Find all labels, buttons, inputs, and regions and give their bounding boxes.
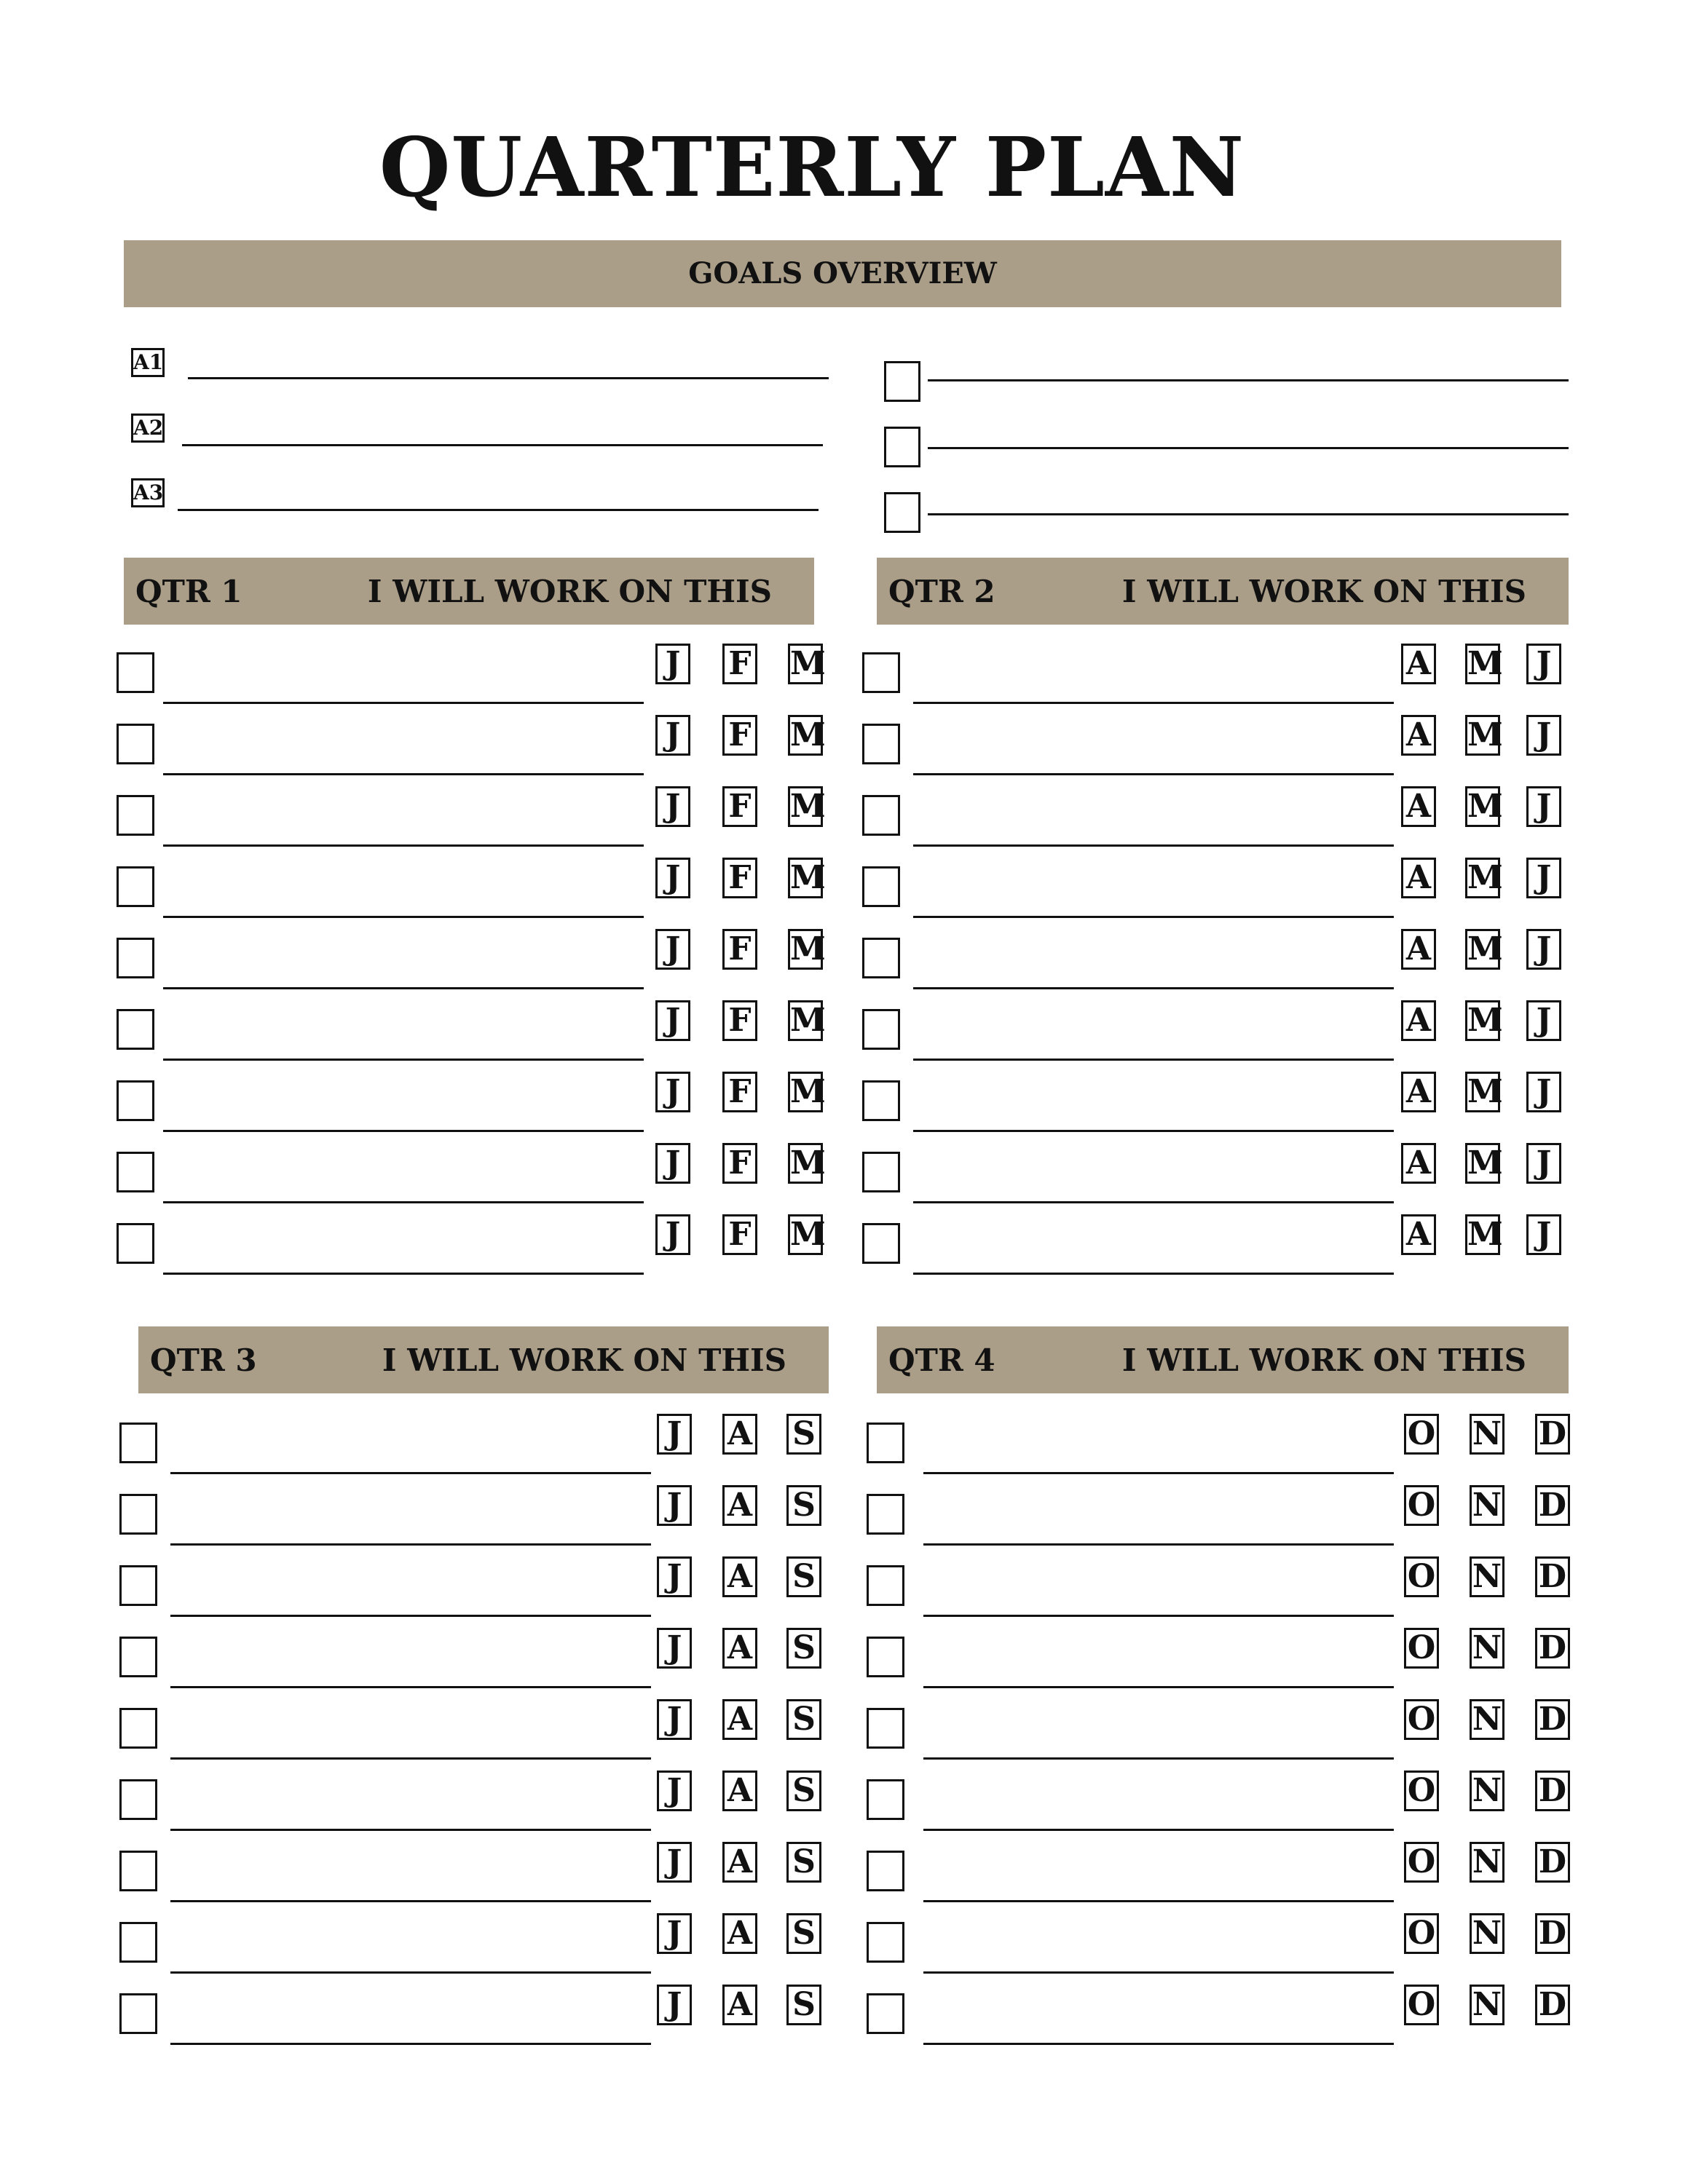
qtr1-month-box[interactable]: F <box>722 1000 757 1041</box>
qtr1-month-box[interactable]: M <box>788 715 823 756</box>
page-title: QUARTERLY PLAN <box>379 120 1245 215</box>
goal-checkbox[interactable] <box>884 492 920 533</box>
qtr2-month-box[interactable]: J <box>1526 1000 1561 1041</box>
qtr3-month-box[interactable]: A <box>722 1913 757 1954</box>
qtr3-header <box>138 1326 829 1393</box>
qtr3-month-box[interactable]: S <box>786 1913 821 1954</box>
goal-write-line[interactable] <box>928 379 1569 381</box>
qtr3-month-box[interactable]: A <box>722 1628 757 1669</box>
qtr1-month-box[interactable]: J <box>655 929 690 970</box>
qtr1-task-line[interactable] <box>163 773 644 775</box>
qtr1-month-box[interactable]: F <box>722 929 757 970</box>
qtr4-task-line[interactable] <box>923 1615 1394 1617</box>
qtr1-month-box[interactable]: M <box>788 1214 823 1255</box>
qtr3-month-box[interactable]: J <box>657 1913 692 1954</box>
qtr3-month-box[interactable]: S <box>786 1985 821 2025</box>
qtr1-month-box[interactable]: J <box>655 858 690 898</box>
qtr3-month-box[interactable]: J <box>657 1556 692 1597</box>
qtr2-month-box[interactable]: J <box>1526 1072 1561 1112</box>
goal-write-line[interactable] <box>928 513 1569 515</box>
qtr3-month-box[interactable]: A <box>722 1699 757 1740</box>
qtr4-task-checkbox[interactable] <box>867 1637 904 1677</box>
qtr3-task-checkbox[interactable] <box>119 1494 157 1535</box>
qtr2-task-line[interactable] <box>913 844 1394 847</box>
qtr3-task-checkbox[interactable] <box>119 1423 157 1463</box>
qtr3-task-checkbox[interactable] <box>119 1565 157 1606</box>
qtr2-month-box[interactable]: J <box>1526 786 1561 827</box>
qtr2-month-box[interactable]: M <box>1465 1000 1500 1041</box>
qtr4-month-box[interactable]: D <box>1535 1699 1570 1740</box>
goals-overview-header <box>124 240 1561 307</box>
goal-row-a2 <box>131 414 830 457</box>
qtr2-month-box[interactable]: J <box>1526 1214 1561 1255</box>
qtr1-month-box[interactable]: F <box>722 1072 757 1112</box>
qtr4-month-box[interactable]: O <box>1404 1913 1439 1954</box>
qtr2-month-box[interactable]: M <box>1465 929 1500 970</box>
qtr2-month-box[interactable]: M <box>1465 715 1500 756</box>
qtr1-month-box[interactable]: F <box>722 715 757 756</box>
qtr4-task-line[interactable] <box>923 1757 1394 1760</box>
qtr4-task-checkbox[interactable] <box>867 1779 904 1820</box>
qtr2-month-box[interactable]: J <box>1526 858 1561 898</box>
qtr1-task-checkbox[interactable] <box>117 866 154 907</box>
qtr3-task-checkbox[interactable] <box>119 1708 157 1749</box>
qtr4-task-line[interactable] <box>923 2043 1394 2045</box>
qtr4-task-line[interactable] <box>923 1472 1394 1474</box>
goal-tag-a2: A2 <box>131 414 165 443</box>
qtr4-header <box>877 1326 1569 1393</box>
goal-row-a3 <box>131 478 830 522</box>
qtr4-task-checkbox[interactable] <box>867 1708 904 1749</box>
qtr1-task-line[interactable] <box>163 702 644 704</box>
qtr3-month-box[interactable]: S <box>786 1414 821 1455</box>
qtr3-task-line[interactable] <box>170 1757 651 1760</box>
qtr2-task-line[interactable] <box>913 916 1394 918</box>
qtr2-month-box[interactable]: M <box>1465 1143 1500 1184</box>
qtr4-month-box[interactable]: N <box>1470 1913 1504 1954</box>
qtr3-month-box[interactable]: A <box>722 1985 757 2025</box>
qtr4-task-checkbox[interactable] <box>867 1423 904 1463</box>
qtr2-task-line[interactable] <box>913 1059 1394 1061</box>
qtr2-month-box[interactable]: A <box>1401 858 1436 898</box>
qtr3-task-line[interactable] <box>170 1615 651 1617</box>
qtr1-month-box[interactable]: F <box>722 786 757 827</box>
qtr3-label: QTR 3 <box>150 1342 257 1378</box>
qtr1-task-checkbox[interactable] <box>117 1009 154 1050</box>
qtr1-label: QTR 1 <box>135 574 242 609</box>
qtr1-month-box[interactable]: J <box>655 1000 690 1041</box>
qtr1-task-line[interactable] <box>163 1273 644 1275</box>
qtr1-month-box[interactable]: M <box>788 1000 823 1041</box>
qtr1-subtitle: I WILL WORK ON THIS <box>367 574 772 609</box>
qtr4-month-box[interactable]: N <box>1470 1485 1504 1526</box>
qtr1-task-line[interactable] <box>163 1059 644 1061</box>
qtr2-task-checkbox[interactable] <box>862 795 900 836</box>
goals-overview-label: GOALS OVERVIEW <box>688 256 997 290</box>
qtr4-month-box[interactable]: D <box>1535 1414 1570 1455</box>
qtr1-month-box[interactable]: F <box>722 1143 757 1184</box>
qtr4-month-box[interactable]: D <box>1535 1556 1570 1597</box>
qtr4-month-box[interactable]: N <box>1470 1842 1504 1883</box>
qtr2-month-box[interactable]: M <box>1465 644 1500 684</box>
qtr4-month-box[interactable]: D <box>1535 1770 1570 1811</box>
qtr2-month-box[interactable]: J <box>1526 929 1561 970</box>
qtr4-month-box[interactable]: O <box>1404 1770 1439 1811</box>
qtr1-month-box[interactable]: F <box>722 644 757 684</box>
qtr2-task-checkbox[interactable] <box>862 1009 900 1050</box>
qtr1-month-box[interactable]: J <box>655 1143 690 1184</box>
qtr2-label: QTR 2 <box>888 574 995 609</box>
qtr4-task-line[interactable] <box>923 1686 1394 1688</box>
goal-write-line[interactable] <box>178 509 819 511</box>
goal-write-line[interactable] <box>182 444 823 446</box>
qtr4-task-checkbox[interactable] <box>867 1922 904 1963</box>
qtr1-header <box>124 558 814 625</box>
qtr1-month-box[interactable]: F <box>722 1214 757 1255</box>
qtr2-task-checkbox[interactable] <box>862 724 900 764</box>
qtr4-month-box[interactable]: D <box>1535 1628 1570 1669</box>
qtr1-month-box[interactable]: J <box>655 1214 690 1255</box>
qtr1-month-box[interactable]: M <box>788 786 823 827</box>
qtr2-month-box[interactable]: A <box>1401 786 1436 827</box>
qtr4-task-checkbox[interactable] <box>867 1565 904 1606</box>
qtr3-task-line[interactable] <box>170 1686 651 1688</box>
qtr2-month-box[interactable]: A <box>1401 644 1436 684</box>
qtr3-task-checkbox[interactable] <box>119 1851 157 1891</box>
qtr3-month-box[interactable]: A <box>722 1556 757 1597</box>
qtr2-month-box[interactable]: A <box>1401 715 1436 756</box>
goal-row-a1 <box>131 348 830 392</box>
qtr3-month-box[interactable]: S <box>786 1556 821 1597</box>
qtr4-task-line[interactable] <box>923 1543 1394 1546</box>
qtr4-task-checkbox[interactable] <box>867 1993 904 2034</box>
goal-write-line[interactable] <box>928 447 1569 449</box>
qtr2-task-checkbox[interactable] <box>862 652 900 693</box>
qtr3-month-box[interactable]: J <box>657 1628 692 1669</box>
qtr1-task-checkbox[interactable] <box>117 795 154 836</box>
qtr4-month-box[interactable]: O <box>1404 1485 1439 1526</box>
qtr2-task-checkbox[interactable] <box>862 1080 900 1121</box>
qtr1-month-box[interactable]: M <box>788 1143 823 1184</box>
qtr4-month-box[interactable]: O <box>1404 1414 1439 1455</box>
qtr3-task-line[interactable] <box>170 1900 651 1902</box>
goal-tag-a1: A1 <box>131 348 165 377</box>
goal-write-line[interactable] <box>188 377 829 379</box>
qtr3-month-box[interactable]: J <box>657 1985 692 2025</box>
qtr2-task-checkbox[interactable] <box>862 1152 900 1192</box>
qtr4-month-box[interactable]: N <box>1470 1414 1504 1455</box>
qtr4-task-line[interactable] <box>923 1829 1394 1831</box>
qtr3-month-box[interactable]: S <box>786 1699 821 1740</box>
qtr2-month-box[interactable]: A <box>1401 1072 1436 1112</box>
qtr4-subtitle: I WILL WORK ON THIS <box>1121 1342 1526 1378</box>
qtr2-task-checkbox[interactable] <box>862 1223 900 1264</box>
qtr2-month-box[interactable]: J <box>1526 644 1561 684</box>
qtr2-month-box[interactable]: M <box>1465 786 1500 827</box>
qtr3-task-line[interactable] <box>170 1543 651 1546</box>
qtr1-task-checkbox[interactable] <box>117 724 154 764</box>
qtr2-task-line[interactable] <box>913 702 1394 704</box>
qtr3-task-checkbox[interactable] <box>119 1637 157 1677</box>
qtr2-month-box[interactable]: A <box>1401 1214 1436 1255</box>
qtr2-month-box[interactable]: J <box>1526 715 1561 756</box>
qtr4-task-checkbox[interactable] <box>867 1494 904 1535</box>
qtr2-subtitle: I WILL WORK ON THIS <box>1121 574 1526 609</box>
qtr4-month-box[interactable]: O <box>1404 1628 1439 1669</box>
qtr3-task-line[interactable] <box>170 1829 651 1831</box>
qtr4-month-box[interactable]: N <box>1470 1628 1504 1669</box>
qtr4-month-box[interactable]: D <box>1535 1842 1570 1883</box>
qtr3-task-line[interactable] <box>170 2043 651 2045</box>
qtr1-month-box[interactable]: M <box>788 1072 823 1112</box>
qtr4-task-line[interactable] <box>923 1900 1394 1902</box>
qtr3-task-checkbox[interactable] <box>119 1922 157 1963</box>
qtr2-month-box[interactable]: M <box>1465 858 1500 898</box>
qtr4-task-checkbox[interactable] <box>867 1851 904 1891</box>
qtr3-month-box[interactable]: S <box>786 1485 821 1526</box>
qtr2-task-line[interactable] <box>913 1201 1394 1203</box>
qtr1-month-box[interactable]: M <box>788 858 823 898</box>
qtr2-header <box>877 558 1569 625</box>
qtr4-month-box[interactable]: N <box>1470 1556 1504 1597</box>
qtr4-month-box[interactable]: O <box>1404 1556 1439 1597</box>
qtr2-month-box[interactable]: A <box>1401 1143 1436 1184</box>
qtr3-month-box[interactable]: J <box>657 1699 692 1740</box>
qtr3-month-box[interactable]: J <box>657 1770 692 1811</box>
qtr1-month-box[interactable]: M <box>788 644 823 684</box>
qtr2-month-box[interactable]: M <box>1465 1072 1500 1112</box>
qtr3-task-checkbox[interactable] <box>119 1779 157 1820</box>
qtr2-task-line[interactable] <box>913 1273 1394 1275</box>
qtr1-month-box[interactable]: F <box>722 858 757 898</box>
qtr2-task-line[interactable] <box>913 987 1394 989</box>
qtr3-month-box[interactable]: A <box>722 1770 757 1811</box>
qtr4-month-box[interactable]: D <box>1535 1913 1570 1954</box>
qtr4-label: QTR 4 <box>888 1342 995 1378</box>
goal-checkbox[interactable] <box>884 427 920 467</box>
qtr1-month-box[interactable]: J <box>655 715 690 756</box>
qtr1-task-line[interactable] <box>163 987 644 989</box>
qtr3-month-box[interactable]: S <box>786 1770 821 1811</box>
qtr1-month-box[interactable]: J <box>655 786 690 827</box>
qtr4-month-box[interactable]: O <box>1404 1699 1439 1740</box>
qtr4-month-box[interactable]: N <box>1470 1699 1504 1740</box>
qtr3-subtitle: I WILL WORK ON THIS <box>382 1342 786 1378</box>
qtr2-month-box[interactable]: M <box>1465 1214 1500 1255</box>
qtr1-task-checkbox[interactable] <box>117 1152 154 1192</box>
qtr4-month-box[interactable]: O <box>1404 1985 1439 2025</box>
qtr4-month-box[interactable]: D <box>1535 1485 1570 1526</box>
qtr3-month-box[interactable]: S <box>786 1842 821 1883</box>
qtr3-month-box[interactable]: J <box>657 1414 692 1455</box>
qtr3-task-line[interactable] <box>170 1472 651 1474</box>
qtr2-task-checkbox[interactable] <box>862 938 900 978</box>
qtr1-task-line[interactable] <box>163 844 644 847</box>
qtr1-month-box[interactable]: J <box>655 644 690 684</box>
qtr4-month-box[interactable]: N <box>1470 1770 1504 1811</box>
qtr4-month-box[interactable]: D <box>1535 1985 1570 2025</box>
qtr1-task-checkbox[interactable] <box>117 1080 154 1121</box>
qtr3-month-box[interactable]: A <box>722 1485 757 1526</box>
qtr1-task-line[interactable] <box>163 1130 644 1132</box>
qtr3-month-box[interactable]: A <box>722 1842 757 1883</box>
qtr3-month-box[interactable]: J <box>657 1842 692 1883</box>
qtr2-month-box[interactable]: J <box>1526 1143 1561 1184</box>
qtr4-task-line[interactable] <box>923 1971 1394 1974</box>
qtr2-month-box[interactable]: A <box>1401 929 1436 970</box>
qtr1-task-checkbox[interactable] <box>117 652 154 693</box>
qtr1-task-checkbox[interactable] <box>117 938 154 978</box>
qtr1-month-box[interactable]: J <box>655 1072 690 1112</box>
qtr3-month-box[interactable]: A <box>722 1414 757 1455</box>
qtr3-task-line[interactable] <box>170 1971 651 1974</box>
qtr3-month-box[interactable]: S <box>786 1628 821 1669</box>
qtr1-task-line[interactable] <box>163 1201 644 1203</box>
qtr1-task-line[interactable] <box>163 916 644 918</box>
qtr3-month-box[interactable]: J <box>657 1485 692 1526</box>
goal-checkbox[interactable] <box>884 361 920 402</box>
qtr2-task-line[interactable] <box>913 773 1394 775</box>
qtr1-task-checkbox[interactable] <box>117 1223 154 1264</box>
goal-tag-a3: A3 <box>131 478 165 507</box>
qtr3-task-checkbox[interactable] <box>119 1993 157 2034</box>
qtr2-month-box[interactable]: A <box>1401 1000 1436 1041</box>
qtr2-task-line[interactable] <box>913 1130 1394 1132</box>
qtr4-month-box[interactable]: N <box>1470 1985 1504 2025</box>
qtr2-task-checkbox[interactable] <box>862 866 900 907</box>
qtr4-month-box[interactable]: O <box>1404 1842 1439 1883</box>
qtr1-month-box[interactable]: M <box>788 929 823 970</box>
